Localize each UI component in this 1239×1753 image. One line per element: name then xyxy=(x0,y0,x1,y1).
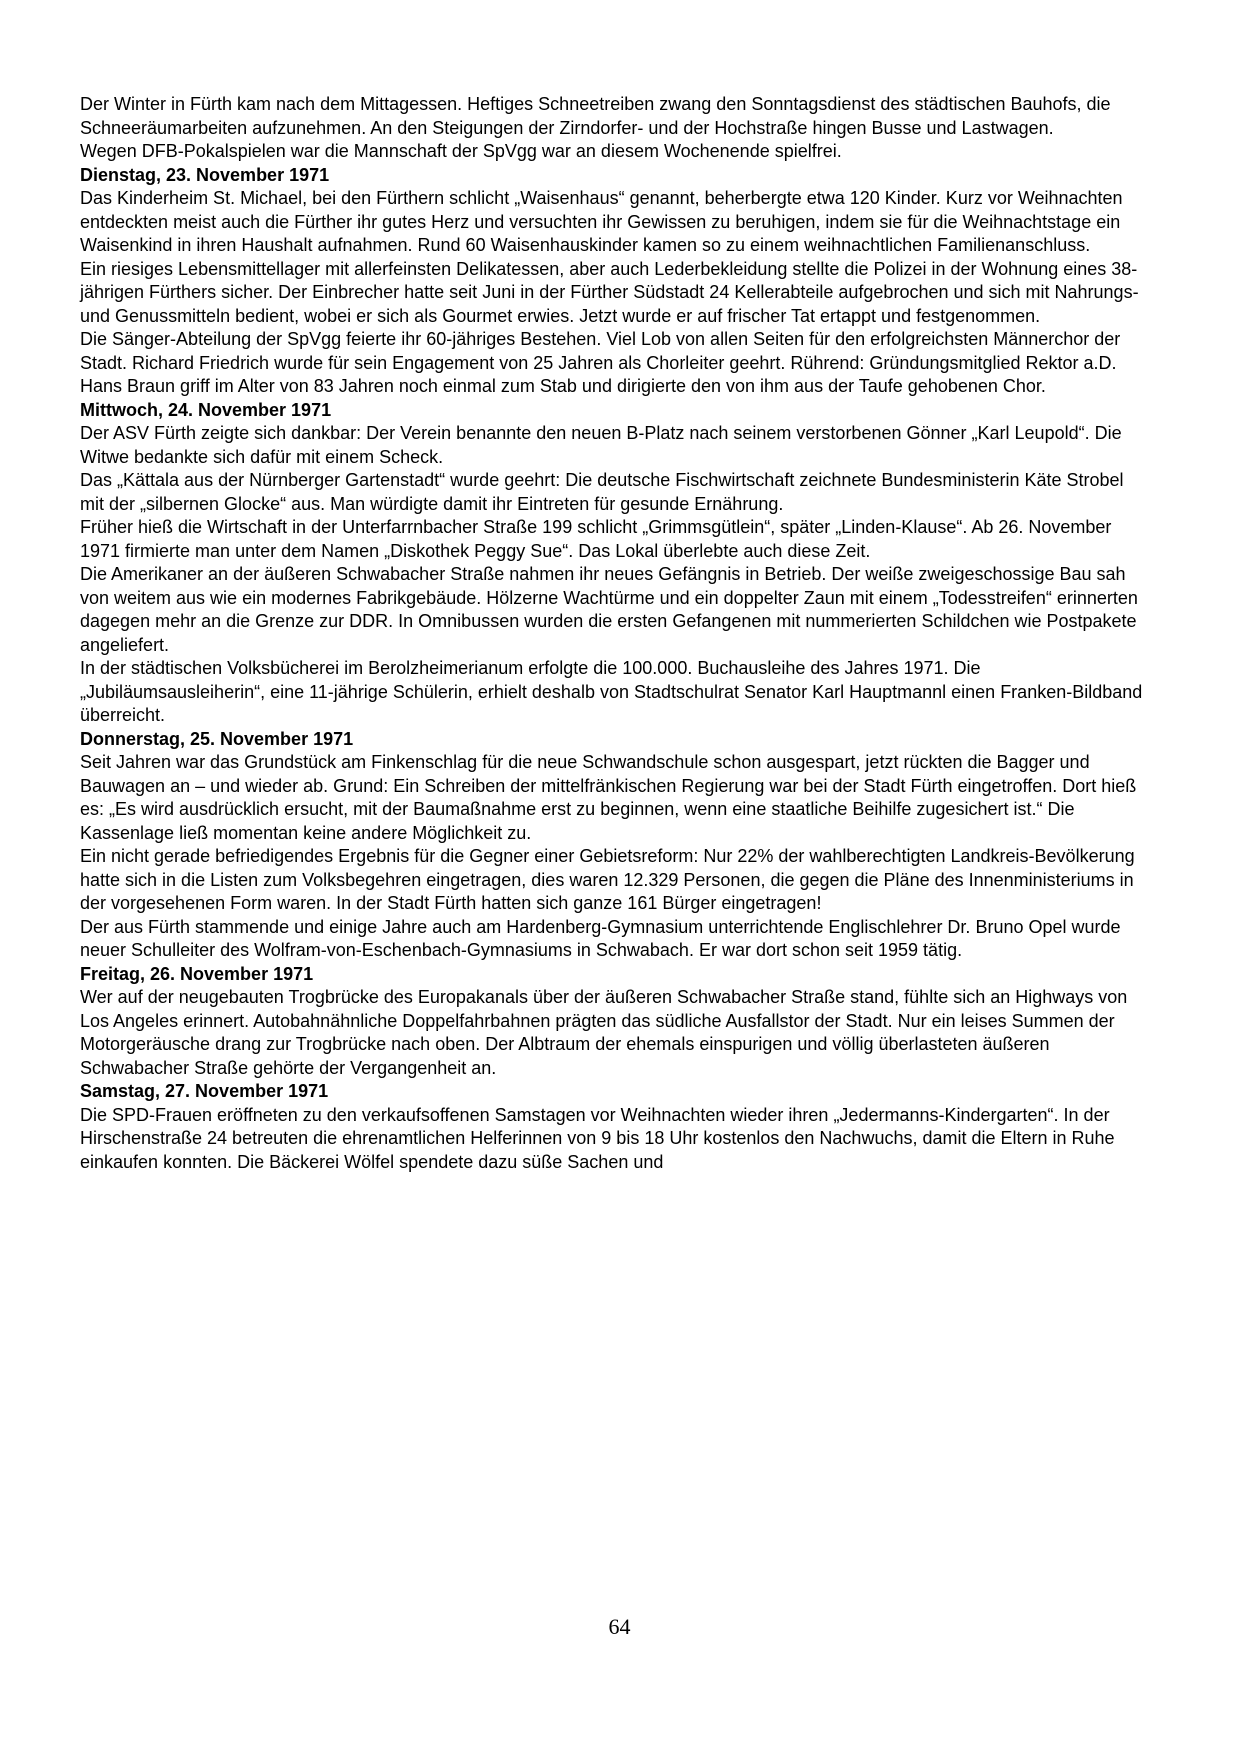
page-content xyxy=(80,93,1152,1174)
body-paragraph: Der ASV Fürth zeigte sich dankbar: Der Verein benannte den neuen B-Platz nach seinem verstorbenen Gönner „Karl Leupold“. Die Witwe bedankte sich dafür mit einem Scheck. xyxy=(80,423,1122,467)
body-paragraph: Die Sänger-Abteilung der SpVgg feierte ihr 60-jähriges Bestehen. Viel Lob von allen Seiten für den erfolgreichsten Männerchor der Stadt. Richard Friedrich wurde für sein Engagement von 25 Jahren als Chorleiter geehrt. Rührend: Gründungsmitglied Rektor a.D. Hans Braun griff im Alter von 83 Jahren noch einmal zum Stab und dirigierte den von ihm aus der Taufe gehobenen Chor. xyxy=(80,329,1121,396)
body-paragraph: Der Winter in Fürth kam nach dem Mittagessen. Heftiges Schneetreiben zwang den Sonntagsdienst des städtischen Bauhofs, die Schneeräumarbeiten aufzunehmen. An den Steigungen der Zirndorfer- und der Hochstraße hingen Busse und Lastwagen. xyxy=(80,94,1111,138)
body-paragraph: Seit Jahren war das Grundstück am Finkenschlag für die neue Schwandschule schon ausgespart, jetzt rückten die Bagger und Bauwagen an – und wieder ab. Grund: Ein Schreiben der mittelfränkischen Regierung war bei der Stadt Fürth eingetroffen. Dort hieß es: „Es wird ausdrücklich ersucht, mit der Baumaßnahme erst zu beginnen, wenn eine staatliche Beihilfe zugesichert ist.“ Die Kassenlage ließ momentan keine andere Möglichkeit zu. xyxy=(80,752,1137,843)
body-paragraph: Früher hieß die Wirtschaft in der Unterfarrnbacher Straße 199 schlicht „Grimmsgütlein“, später „Linden-Klause“. Ab 26. November 1971 firmierte man unter dem Namen „Diskothek Peggy Sue“. Das Lokal überlebte auch diese Zeit. xyxy=(80,517,1112,561)
heading-mittwoch-24-november-1971: Mittwoch, 24. November 1971 xyxy=(80,399,332,420)
body-paragraph: In der städtischen Volksbücherei im Berolzheimerianum erfolgte die 100.000. Buchausleihe des Jahres 1971. Die „Jubiläumsausleiherin“, eine 11-jährige Schülerin, erhielt deshalb von Stadtschulrat Senator Karl Hauptmannl einen Franken-Bildband überreicht. xyxy=(80,658,1143,725)
body-paragraph: Die Amerikaner an der äußeren Schwabacher Straße nahmen ihr neues Gefängnis in Betrieb. Der weiße zweigeschossige Bau sah von weitem aus wie ein modernes Fabrikgebäude. Hölzerne Wachtürme und ein doppelter Zaun mit einem „Todesstreifen“ erinnerten dagegen mehr an die Grenze zur DDR. In Omnibussen wurden die ersten Gefangenen mit nummerierten Schildchen wie Postpakete angeliefert. xyxy=(80,564,1138,655)
body-paragraph: Der aus Fürth stammende und einige Jahre auch am Hardenberg-Gymnasium unterrichtende Englischlehrer Dr. Bruno Opel wurde neuer Schulleiter des Wolfram-von-Eschenbach-Gymnasiums in Schwabach. Er war dort schon seit 1959 tätig. xyxy=(80,916,1121,960)
body-paragraph: Das Kinderheim St. Michael, bei den Fürthern schlicht „Waisenhaus“ genannt, beherbergte etwa 120 Kinder. Kurz vor Weihnachten entdeckten meist auch die Fürther ihr gutes Herz und versuchten ihr Gewissen zu beruhigen, indem sie für die Weihnachtstage ein Waisenkind in ihren Haushalt aufnahmen. Rund 60 Waisenhauskinder kamen so zu einem weihnachtlichen Familienanschluss. xyxy=(80,188,1123,255)
body-paragraph: Das „Kättala aus der Nürnberger Gartenstadt“ wurde geehrt: Die deutsche Fischwirtschaft zeichnete Bundesministerin Käte Strobel mit der „silbernen Glocke“ aus. Man würdigte damit ihr Eintreten für gesunde Ernährung. xyxy=(80,470,1124,514)
body-paragraph: Ein nicht gerade befriedigendes Ergebnis für die Gegner einer Gebietsreform: Nur 22% der wahlberechtigten Landkreis-Bevölkerung hatte sich in die Listen zum Volksbegehren eingetragen, dies waren 12.329 Personen, die gegen die Pläne des Innenministeriums in der vorgesehenen Form waren. In der Stadt Fürth hatten sich ganze 161 Bürger eingetragen! xyxy=(80,846,1135,913)
heading-freitag-26-november-1971: Freitag, 26. November 1971 xyxy=(80,963,314,984)
heading-samstag-27-november-1971: Samstag, 27. November 1971 xyxy=(80,1081,329,1101)
body-paragraph: Ein riesiges Lebensmittellager mit allerfeinsten Delikatessen, aber auch Lederbekleidung stellte die Polizei in der Wohnung eines 38-jährigen Fürthers sicher. Der Einbrecher hatte seit Juni in der Fürther Südstadt 24 Kellerabteile aufgebrochen und sich mit Nahrungs- und Genussmitteln bedient, wobei er sich als Gourmet erwies. Jetzt wurde er auf frischer Tat ertappt und festgenommen. xyxy=(80,258,1139,326)
page-number: 64 xyxy=(608,1614,631,1639)
heading-donnerstag-25-november-1971: Donnerstag, 25. November 1971 xyxy=(80,728,354,749)
body-paragraph: Wer auf der neugebauten Trogbrücke des Europakanals über der äußeren Schwabacher Straße stand, fühlte sich an Highways von Los Angeles erinnert. Autobahnähnliche Doppelfahrbahnen prägten das südliche Ausfallstor der Stadt. Nur ein leises Summen der Motorgeräusche drang zur Trogbrücke nach oben. Der Albtraum der ehemals einspurigen und völlig überlasteten äußeren Schwabacher Straße gehörte der Vergangenheit an. xyxy=(80,987,1128,1078)
body-paragraph: Wegen DFB-Pokalspielen war die Mannschaft der SpVgg war an diesem Wochenende spielfrei. xyxy=(80,141,842,161)
heading-dienstag-23-november-1971: Dienstag, 23. November 1971 xyxy=(80,164,330,185)
body-paragraph: Die SPD-Frauen eröffneten zu den verkaufsoffenen Samstagen vor Weihnachten wieder ihren „Jedermanns-Kindergarten“. In der Hirschenstraße 24 betreuten die ehrenamtlichen Helferinnen von 9 bis 18 Uhr kostenlos den Nachwuchs, damit die Eltern in Ruhe einkaufen konnten. Die Bäckerei Wölfel spendete dazu süße Sachen und xyxy=(80,1104,1115,1172)
